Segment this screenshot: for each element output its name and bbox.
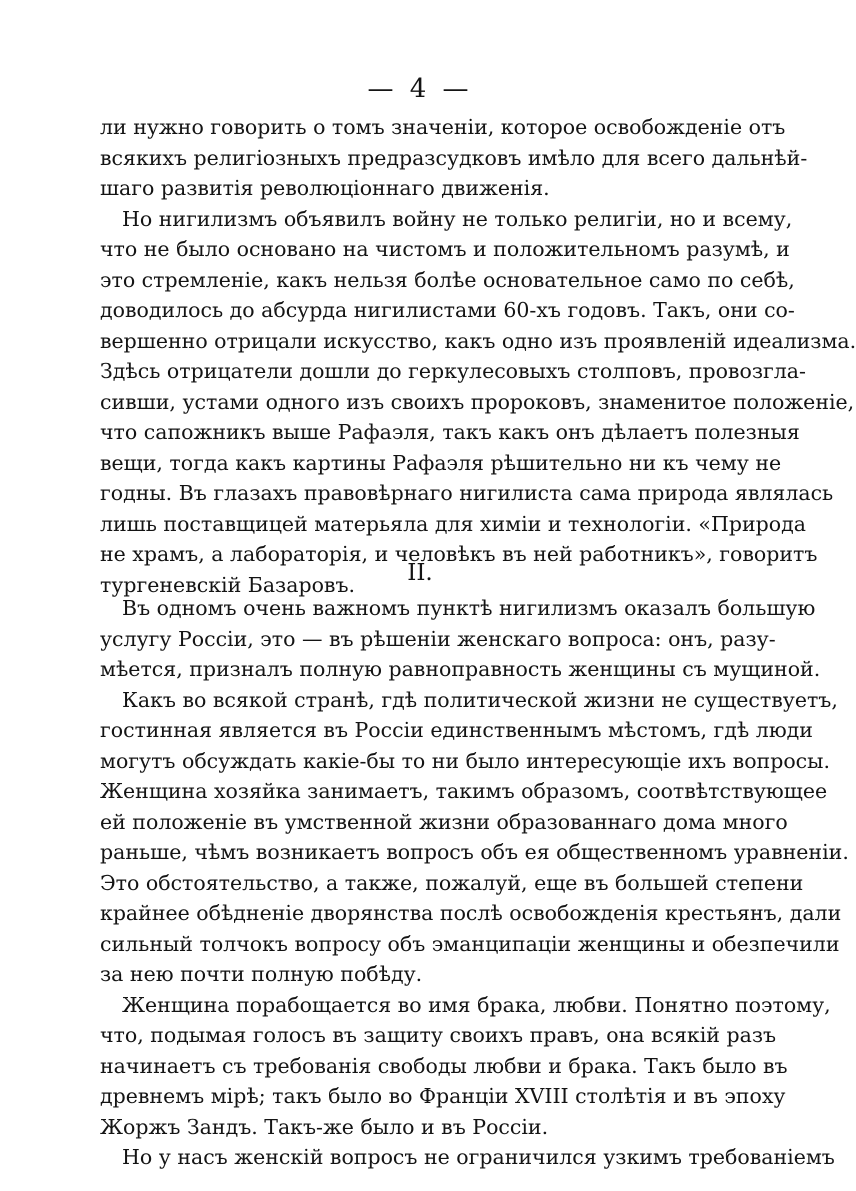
page-number: — 4 —	[367, 74, 473, 104]
text-line: Это обстоятельство, а также, пожалуй, еще въ большей степени	[100, 870, 804, 895]
text-line: ли нужно говорить о томъ значеніи, которое освобожденіе отъ	[100, 115, 786, 139]
text-line: Женщина хозяйка занимаетъ, такимъ образомъ, соотвѣтствующее	[100, 779, 828, 803]
text-line: Жоржъ Зандъ. Такъ-же было и въ Россіи.	[100, 1114, 549, 1139]
text-line: шаго развитія революціоннаго движенія.	[100, 176, 550, 200]
text-line: древнемъ мірѣ; такъ было во Франціи XVIII столѣтія и въ эпоху	[100, 1084, 786, 1108]
text-line: Но у насъ женскій вопросъ не ограничился узкимъ требованіемъ	[122, 1145, 835, 1169]
paragraph-block-1	[100, 112, 856, 600]
text-line: начинаетъ съ требованія свободы любви и брака. Такъ было въ	[100, 1053, 788, 1078]
text-line: тургеневскій Базаровъ.	[100, 572, 356, 597]
text-line: крайнее обѣдненіе дворянства послѣ освобожденія крестьянъ, дали	[100, 901, 842, 925]
text-line: Здѣсь отрицатели дошли до геркулесовыхъ столповъ, провозгла-	[100, 359, 806, 383]
text-line: раньше, чѣмъ возникаетъ вопросъ объ ея общественномъ уравненіи.	[100, 840, 849, 864]
text-line: Какъ во всякой странѣ, гдѣ политической жизни не существуетъ,	[122, 687, 838, 712]
text-line: лишь поставщицей матерьяла для химіи и технологіи. «Природа	[100, 511, 806, 536]
text-line: вершенно отрицали искусство, какъ одно изъ проявленій идеализма.	[100, 328, 856, 353]
text-line: гостинная является въ Россіи единственнымъ мѣстомъ, гдѣ люди	[100, 718, 813, 742]
text-line: услугу Россіи, это — въ рѣшеніи женскаго вопроса: онъ, разу-	[100, 626, 776, 651]
text-line: ей положеніе въ умственной жизни образованнаго дома много	[100, 809, 788, 834]
text-line: могутъ обсуждать какіе-бы то ни было интересующіе ихъ вопросы.	[100, 748, 830, 773]
paragraph-block-2	[100, 593, 849, 1173]
text-line: мѣется, призналъ полную равноправность женщины съ мущиной.	[100, 657, 821, 681]
text-line: вещи, тогда какъ картины Рафаэля рѣшительно ни къ чему не	[100, 450, 782, 475]
text-line: что, подымая голосъ въ защиту своихъ правъ, она всякій разъ	[100, 1023, 777, 1047]
text-line: это стремленіе, какъ нельзя болѣе основательное само по себѣ,	[100, 267, 795, 292]
text-line: Но нигилизмъ объявилъ войну не только религіи, но и всему,	[122, 206, 793, 231]
text-line: Женщина порабощается во имя брака, любви. Понятно поэтому,	[122, 992, 831, 1017]
section-heading: II.	[407, 560, 433, 586]
text-line: годны. Въ глазахъ правовѣрнаго нигилиста сама природа являлась	[100, 481, 834, 505]
text-line: что сапожникъ выше Рафаэля, такъ какъ онъ дѣлаетъ полезныя	[100, 420, 800, 444]
text-line: не храмъ, а лабораторія, и человѣкъ въ ней работникъ», говоритъ	[100, 542, 818, 566]
text-line: что не было основано на чистомъ и положительномъ разумѣ, и	[100, 237, 790, 261]
text-line: сильный толчокъ вопросу объ эманципаціи женщины и обезпечили	[100, 931, 840, 956]
text-line: всякихъ религіозныхъ предразсудковъ имѣло для всего дальнѣй-	[100, 145, 808, 170]
text-line: сивши, устами одного изъ своихъ пророковъ, знаменитое положеніе,	[100, 389, 855, 414]
text-line: за нею почти полную побѣду.	[100, 962, 423, 986]
text-line: доводилось до абсурда нигилистами 60-хъ годовъ. Такъ, они со-	[100, 298, 795, 322]
text-line: Въ одномъ очень важномъ пунктѣ нигилизмъ оказалъ большую	[122, 596, 816, 620]
